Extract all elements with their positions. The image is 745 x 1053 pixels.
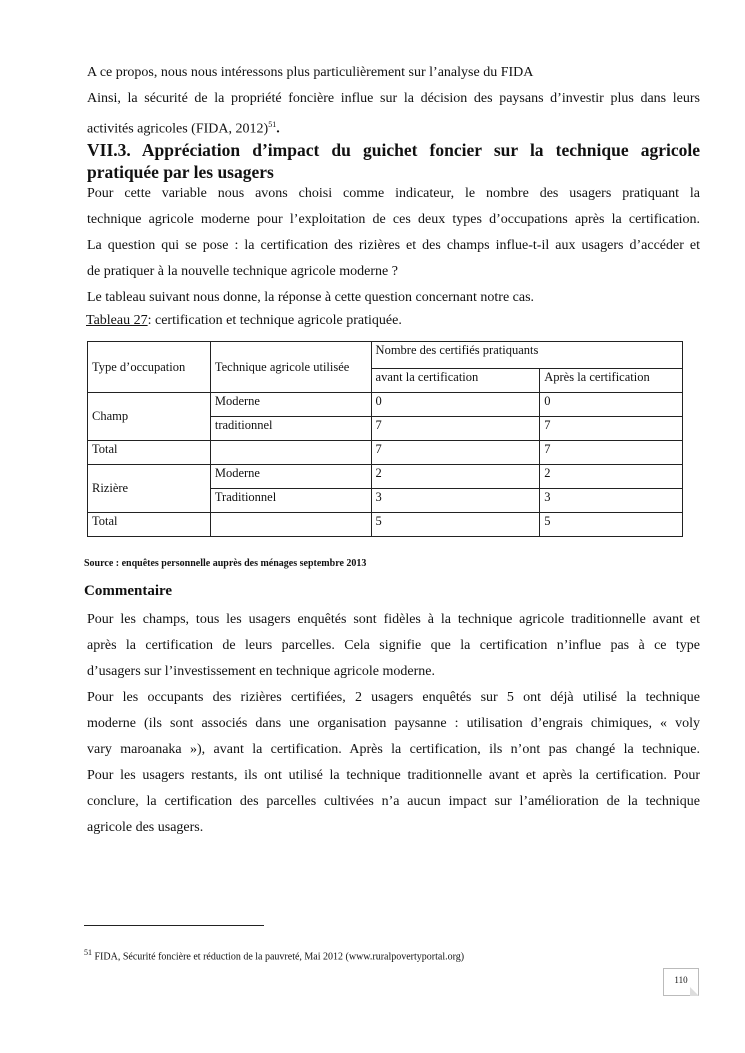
cell: 3 <box>540 489 683 513</box>
table-caption <box>86 313 402 329</box>
text-line: Pour les champs, tous les usagers enquêtés sont fidèles à la technique agricole traditionnelle avant et <box>87 612 700 627</box>
header-cell: Après la certification <box>540 369 683 393</box>
text-line: vary maroanaka »), avant la certification. Après la certification, ils n’ont pas changé la technique. <box>87 742 700 757</box>
text-line: Le tableau suivant nous donne, la réponse à cette question concernant notre cas. <box>87 290 535 305</box>
data-table <box>87 341 683 537</box>
text-line: A ce propos, nous nous intéressons plus particulièrement sur l’analyse du FIDA <box>87 65 534 80</box>
header-cell: Type d’occupation <box>88 342 211 393</box>
text: activités agricoles (FIDA, 2012) <box>87 121 269 137</box>
text-line: Pour les usagers restants, ils ont utilisé la technique traditionnelle avant et après la certification. Pour <box>87 768 700 783</box>
table-source: Source : enquêtes personnelle auprès des ménages septembre 2013 <box>84 558 367 569</box>
page-number-box <box>663 968 699 996</box>
paragraph <box>87 181 700 311</box>
cell: 7 <box>540 441 683 465</box>
text-line: conclure, la certification des parcelles cultivées n’a aucun impact sur l’amélioration de la technique <box>87 794 700 809</box>
cell: 2 <box>371 465 540 489</box>
text-line: agricole des usagers. <box>87 820 204 835</box>
text-line: Pour les occupants des rizières certifiées, 2 usagers enquêtés sur 5 ont déjà utilisé la technique <box>87 690 700 705</box>
cell: 0 <box>540 393 683 417</box>
cell: 2 <box>540 465 683 489</box>
header-cell: avant la certification <box>371 369 540 393</box>
caption-text: : certification et technique agricole pratiquée. <box>147 313 402 328</box>
cell: Rizière <box>88 465 211 513</box>
table-row <box>88 465 683 489</box>
text-line: après la certification de leurs parcelles. Cela signifie que la certification n’influe pas à ce type <box>87 638 700 653</box>
footnote-ref[interactable]: 51 <box>268 120 277 129</box>
header-cell: Nombre des certifiés pratiquants <box>371 342 682 369</box>
page-curl-icon <box>690 987 699 996</box>
cell: 7 <box>371 441 540 465</box>
cell: 5 <box>540 513 683 537</box>
cell: 7 <box>371 417 540 441</box>
table-row <box>88 393 683 417</box>
cell: 7 <box>540 417 683 441</box>
cell: traditionnel <box>210 417 371 441</box>
table-row <box>88 513 683 537</box>
cell: Champ <box>88 393 211 441</box>
footnote-text: FIDA, Sécurité foncière et réduction de la pauvreté, Mai 2012 (www.ruralpovertyportal.org) <box>92 951 465 963</box>
cell <box>210 441 371 465</box>
text-line: Pour cette variable nous avons choisi comme indicateur, le nombre des usagers pratiquant la <box>87 186 700 201</box>
cell: 3 <box>371 489 540 513</box>
caption-label: Tableau 27 <box>86 313 148 328</box>
text-line: technique agricole moderne pour l’exploitation de ces deux types d’occupations après la certification. <box>87 212 700 227</box>
footnote-number: 51 <box>84 948 92 957</box>
cell: Moderne <box>210 465 371 489</box>
text-line: d’usagers sur l’investissement en technique agricole moderne. <box>87 664 435 679</box>
page-number: 110 <box>674 975 688 985</box>
cell: Total <box>88 513 211 537</box>
cell: Traditionnel <box>210 489 371 513</box>
comment-paragraph <box>87 607 700 841</box>
text-line: moderne (ils sont associés dans une organisation paysanne : utilisation d’engrais chimiques, « voly <box>87 716 700 731</box>
cell: 5 <box>371 513 540 537</box>
footnote-separator <box>84 925 264 926</box>
cell: Moderne <box>210 393 371 417</box>
text-line: Ainsi, la sécurité de la propriété foncière influe sur la décision des paysans d’investir plus dans leurs <box>87 91 700 106</box>
text-line: de pratiquer à la nouvelle technique agricole moderne ? <box>87 264 398 279</box>
cell: Total <box>88 441 211 465</box>
table-row <box>88 441 683 465</box>
cell <box>210 513 371 537</box>
section-heading: VII.3. Appréciation d’impact du guichet foncier sur la technique agricole pratiquée par les usagers <box>87 140 700 182</box>
footnote <box>84 948 464 962</box>
text-line: La question qui se pose : la certification des rizières et des champs influe-t-il aux usagers d’accéder et <box>87 238 700 253</box>
header-cell: Technique agricole utilisée <box>210 342 371 393</box>
cell: 0 <box>371 393 540 417</box>
comment-heading: Commentaire <box>84 583 173 599</box>
intro-paragraph <box>87 60 700 143</box>
text: . <box>276 121 280 137</box>
